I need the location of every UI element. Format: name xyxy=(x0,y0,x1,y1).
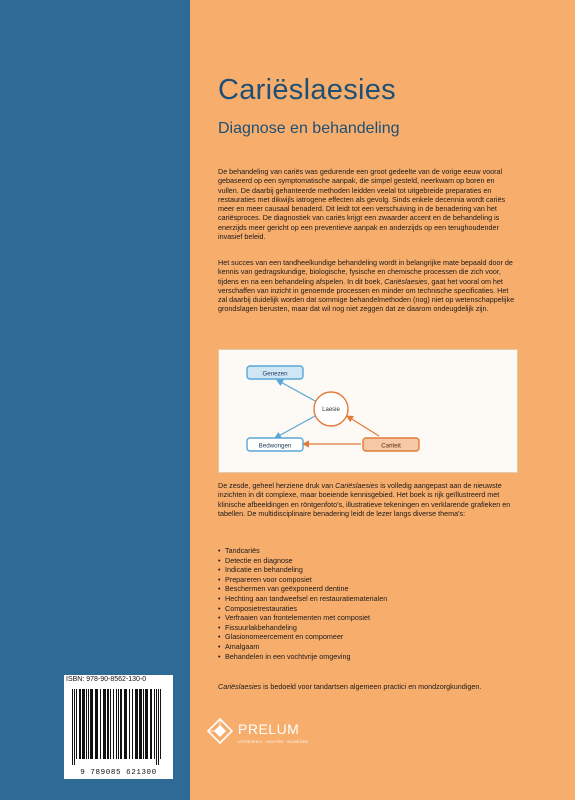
barcode-bar xyxy=(103,689,106,759)
list-item: • Verfraaien van frontelementen met composiet xyxy=(218,613,516,623)
list-item: • Indicatie en behandeling xyxy=(218,565,516,575)
third-paragraph-part-a: De zesde, geheel herziene druk van xyxy=(218,481,336,490)
arrow-cariteit-to-laesie xyxy=(347,416,379,436)
barcode-bar xyxy=(116,689,117,759)
isbn-label: ISBN: 978-90-8562-130-0 xyxy=(66,676,147,683)
label-bedwongen: Bedwongen xyxy=(258,442,292,450)
barcode-bar xyxy=(129,689,130,759)
barcode-bar xyxy=(88,689,89,759)
third-paragraph-part-b: is volledig aangepast aan de nieuwste inzichten in dit complexe, maar boeiende kennisgebied. Het boek is rijk geïllustreerd met klinische afbeeldingen en röntgenfoto's, illustratieve tekeningen en verklarende grafieken en tabellen. De multidisciplinaire benadering leidt de lezer langs diverse thema's: xyxy=(218,481,511,518)
intro-paragraph: De behandeling van cariës was gedurende een groot gedeelte van de vorige eeuw vooral gebaseerd op een symptomatische aanpak, die simpel gesteld, neerkwam op boren en vullen. De daarbij gehanteerde methoden leidden veelal tot uitgebreide preparaties en restauraties met dikwijls iatrogene effecten als gevolg. Sinds enkele decennia wordt cariës meer en meer causaal benaderd. Dit leidt tot een verschuiving in de benadering van het cariësproces. De diagnostiek van cariës krijgt een zwaarder accent en de behandeling is enerzijds meer gericht op een preventieve aanpak en anderzijds op een terughoudender invasief beleid. xyxy=(218,167,506,242)
barcode-icon xyxy=(70,689,167,767)
diagram-graphic xyxy=(219,350,517,472)
list-item: • Amalgaam xyxy=(218,642,516,652)
closing-paragraph xyxy=(218,682,516,691)
label-genezen: Genezen xyxy=(262,370,288,378)
closing-text: is bedoeld voor tandartsen algemeen practici en mondzorgkundigen. xyxy=(261,682,482,691)
arrow-laesie-to-bedwongen xyxy=(275,416,315,438)
book-subtitle: Diagnose en behandeling xyxy=(218,120,400,137)
second-paragraph-part-b: , gaat het vooral om het verschaffen van inzicht in genoemde processen en minder om technische specificaties. Het zal daarbij duidelijk worden dat sommige behandelmethoden (nog) niet op wetenschappelijke grondslagen berusten, maar dat wil nog niet zeggen dat ze daarom ondeugdelijk zijn. xyxy=(218,276,515,314)
barcode-bar xyxy=(156,689,157,765)
barcode-bar xyxy=(145,689,148,759)
list-item: • Detectie en diagnose xyxy=(218,556,516,566)
barcode-bar xyxy=(150,689,152,759)
publisher-tagline: UITGEVERIJ · HOUTEN · NIJMEGEN xyxy=(238,740,309,744)
barcode-bar xyxy=(120,689,122,759)
list-item: • Prepareren voor composiet xyxy=(218,575,516,585)
second-paragraph xyxy=(218,258,516,314)
barcode-bar xyxy=(124,689,127,759)
third-paragraph xyxy=(218,481,516,518)
barcode-bar xyxy=(79,689,81,759)
barcode-bar xyxy=(86,689,87,759)
closing-book-name: Cariëslaesies xyxy=(218,682,262,691)
list-item: • Beschermen van geëxponeerd dentine xyxy=(218,584,516,594)
barcode-bar xyxy=(160,689,161,759)
barcode-bar xyxy=(72,689,73,765)
barcode-bar xyxy=(139,689,142,759)
barcode-number: 9 789085 621300 xyxy=(80,769,157,777)
list-item: • Fissuurlakbehandeling xyxy=(218,623,516,633)
barcode-bar xyxy=(132,689,133,759)
list-item: • Glasionomeercement en compomeer xyxy=(218,632,516,642)
barcode-bar xyxy=(76,689,77,759)
barcode-bar xyxy=(100,689,101,759)
label-cariteit: Cariteit xyxy=(381,442,401,450)
list-item: • Tandcariës xyxy=(218,546,516,556)
barcode-bar xyxy=(90,689,93,759)
caries-process-diagram xyxy=(218,349,518,473)
barcode-bar xyxy=(107,689,109,759)
third-paragraph-book-name: Cariëslaesies xyxy=(335,481,379,490)
list-item: • Behandelen in een vochtvrije omgeving xyxy=(218,652,516,662)
arrow-laesie-to-genezen xyxy=(277,380,317,402)
themes-list xyxy=(218,546,516,661)
barcode-bar xyxy=(158,689,159,765)
barcode-bar xyxy=(95,689,98,759)
barcode-bar xyxy=(135,689,138,759)
second-paragraph-book-name: Cariëslaesies xyxy=(384,276,428,286)
list-item: • Composietrestauraties xyxy=(218,604,516,614)
barcode-bar xyxy=(74,689,75,765)
barcode-bar xyxy=(110,689,111,759)
second-paragraph-part-a: Het succes van een tandheelkundige behandeling wordt in belangrijke mate bepaald door de kennis van gedragskundige, biologische, fysische en chemische processen die zich voor, tijdens en na een behandeling afspelen. In dit boek, xyxy=(218,258,513,286)
barcode-bar xyxy=(118,689,119,759)
label-laesie: Laesie xyxy=(322,407,340,413)
list-item: • Hechting aan tandweefsel en restauratiematerialen xyxy=(218,594,516,604)
barcode-bar xyxy=(143,689,144,759)
book-title: Cariëslaesies xyxy=(218,74,396,106)
barcode-bar xyxy=(82,689,85,759)
publisher-name: PRELUM xyxy=(238,721,300,737)
barcode-bar xyxy=(154,689,155,759)
barcode-bar xyxy=(113,689,114,759)
